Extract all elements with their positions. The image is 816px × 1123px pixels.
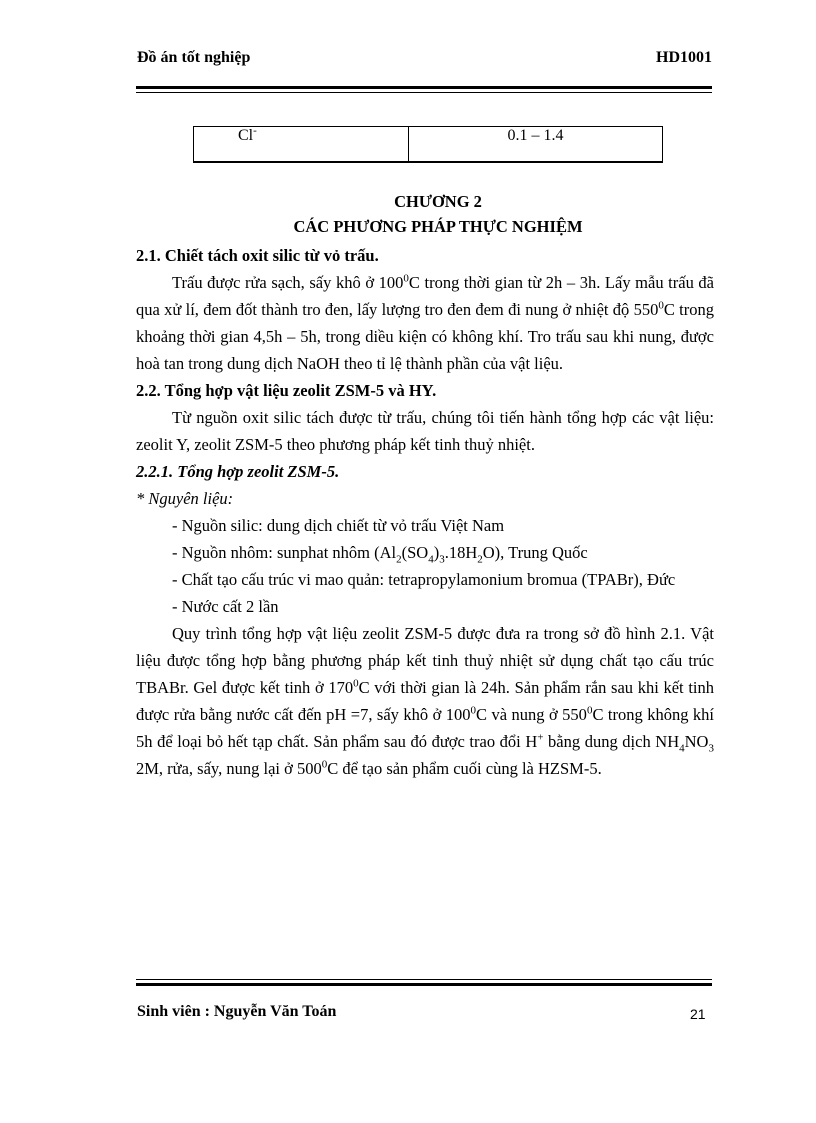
table-cell-ion: Cl-: [194, 127, 409, 162]
header-rule-thin: [136, 92, 712, 93]
table-double-bottom: [193, 161, 663, 163]
footer-rule-thick: [136, 983, 712, 986]
chapter-title: CÁC PHƯƠNG PHÁP THỰC NGHIỆM: [293, 217, 583, 236]
paragraph-2-2-1: Quy trình tổng hợp vật liệu zeolit ZSM-5 được đưa ra trong sở đồ hình 2.1. Vật liệu được tổng hợp bằng phương pháp kết tinh thuỷ nhiệt sử dụng chất tạo cấu trúc TBABr. Gel được kết tinh ở $170^0C$ với thời gian là 24h. Sản phẩm rắn sau khi kết tinh được rửa bằng nước cất đến pH =7, sấy khô ở $100^0C$ và nung ở $550^0C$ trong không khí 5h để loại bỏ hết tạp chất. Sản phẩm sau đó được trao đổi H+ bằng dung dịch $NH_4NO_3$ 2M, rửa, sấy, nung lại ở $500^0C$ để tạo sản phẩm cuối cùng là HZSM-5.: [136, 624, 714, 778]
paragraph-2-1: Trấu được rửa sạch, sấy khô ở $100^0C$ trong thời gian từ 2h – 3h. Lấy mẫu trấu đã qua xử lí, đem đốt thành tro đen, lấy lượng tro đen đem đi nung ở nhiệt độ $550^0C$ trong khoảng thời gian 4,5h – 5h, trong diều kiện có không khí. Tro trấu sau khi nung, được hoà tan trong dung dịch NaOH theo tỉ lệ thành phần của vật liệu.: [136, 272, 714, 373]
footer-rule-thin: [136, 979, 712, 980]
table-cell-range: 0.1 – 1.4: [409, 127, 663, 162]
list-item: - Chất tạo cấu trúc vi mao quản: tetrapropylamonium bromua (TPABr), Đức: [172, 570, 676, 589]
table-row: [194, 127, 663, 162]
list-item: - Nước cất 2 lần: [172, 597, 279, 616]
chapter-number: CHƯƠNG 2: [394, 192, 482, 211]
continued-table: [193, 126, 663, 162]
header-title: Đồ án tốt nghiệp: [137, 49, 251, 66]
body-text: [136, 242, 714, 782]
header-code: HD1001: [656, 49, 712, 66]
page-number: 21: [690, 1006, 706, 1022]
section-heading-2-2-1: 2.2.1. Tổng hợp zeolit ZSM-5.: [136, 462, 340, 481]
paragraph-2-2: Từ nguồn oxit silic tách được từ trấu, chúng tôi tiến hành tổng hợp các vật liệu: zeolit Y, zeolit ZSM-5 theo phương pháp kết tinh thuỷ nhiệt.: [136, 408, 714, 454]
footer-student: Sinh viên : Nguyễn Văn Toán: [137, 1003, 337, 1020]
section-heading-2-1: 2.1. Chiết tách oxit silic từ vỏ trấu.: [136, 246, 379, 265]
list-item: - Nguồn silic: dung dịch chiết từ vỏ trấu Việt Nam: [172, 516, 505, 535]
list-item: - Nguồn nhôm: sunphat nhôm $(Al_2(SO_4)_3.18H_2O)$, Trung Quốc: [172, 543, 588, 566]
materials-label: * Nguyên liệu:: [136, 489, 234, 508]
header-rule-thick: [136, 86, 712, 89]
section-heading-2-2: 2.2. Tổng hợp vật liệu zeolit ZSM-5 và HY.: [136, 381, 437, 400]
